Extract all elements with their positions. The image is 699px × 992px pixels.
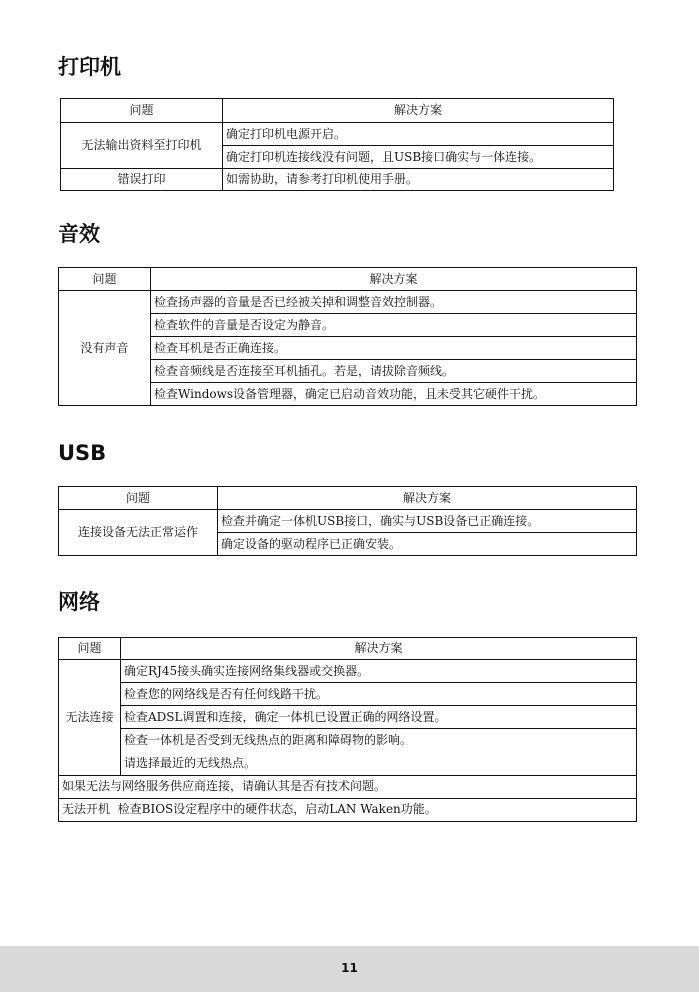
table-row [59,660,637,683]
boot-problem: 无法开机 [62,802,111,817]
solution-cell: 检查您的网络线是否有任何线路干扰。 [121,683,637,706]
col-header-solution: 解决方案 [223,99,614,123]
solution-cell: 检查软件的音量是否设定为静音。 [151,314,637,337]
printer-table [60,98,614,191]
table-header-row [59,487,637,510]
table-header-row [59,638,637,660]
col-header-problem: 问题 [59,638,121,660]
network-section-title: 网络 [58,590,100,614]
boot-solution: 检查BIOS设定程序中的硬件状态，启动LAN Waken功能。 [117,802,437,817]
solution-cell [121,729,637,776]
solution-cell: 确定设备的驱动程序已正确安装。 [218,533,637,556]
col-header-problem: 问题 [59,268,151,291]
solution-cell: 确定打印机连接线没有问题，且USB接口确实与一体连接。 [223,146,614,169]
wireless-line-1: 检查一体机是否受到无线热点的距离和障碍物的影响。 [124,733,413,747]
problem-cell: 无法连接 [59,660,121,776]
table-header-row [59,268,637,291]
solution-cell: 检查耳机是否正确连接。 [151,337,637,360]
col-header-solution: 解决方案 [151,268,637,291]
isp-note-cell: 如果无法与网络服务供应商连接，请确认其是否有技术问题。 [59,775,637,798]
printer-section-title: 打印机 [58,55,121,79]
wireless-line-2: 请选择最近的无线热点。 [124,755,257,770]
solution-cell: 检查音频线是否连接至耳机插孔。若是，请拔除音频线。 [151,360,637,383]
solution-cell: 检查并确定一体机USB接口，确实与USB设备已正确连接。 [218,510,637,533]
problem-cell: 无法输出资料至打印机 [61,123,223,169]
solution-cell: 确定RJ45接头确实连接网络集线器或交换器。 [121,660,637,683]
col-header-problem: 问题 [59,487,218,510]
solution-cell: 检查扬声器的音量是否已经被关掉和调整音效控制器。 [151,291,637,314]
problem-cell: 连接设备无法正常运作 [59,510,218,556]
solution-cell: 确定打印机电源开启。 [223,123,614,146]
boot-row-cell [59,798,637,821]
table-row [61,123,614,146]
problem-cell: 错误打印 [61,169,223,191]
solution-cell: 检查ADSL调置和连接，确定一体机已设置正确的网络设置。 [121,706,637,729]
solution-cell: 检查Windows设备管理器，确定已启动音效功能，且未受其它硬件干扰。 [151,383,637,406]
table-header-row [61,99,614,123]
problem-cell: 没有声音 [59,291,151,406]
table-row [59,683,637,706]
table-row [59,706,637,729]
col-header-problem: 问题 [61,99,223,123]
audio-section-title: 音效 [58,222,100,246]
table-row [59,291,637,314]
table-row [59,775,637,798]
audio-table [58,267,637,406]
page-footer [0,946,699,992]
network-table [58,637,637,822]
table-row [59,798,637,821]
table-row [59,510,637,533]
col-header-solution: 解决方案 [121,638,637,660]
page-number: 11 [341,961,358,975]
table-row [59,729,637,776]
solution-cell: 如需协助，请参考打印机使用手册。 [223,169,614,191]
col-header-solution: 解决方案 [218,487,637,510]
usb-table [58,486,637,556]
table-row [61,169,614,191]
usb-section-title: USB [58,441,107,465]
